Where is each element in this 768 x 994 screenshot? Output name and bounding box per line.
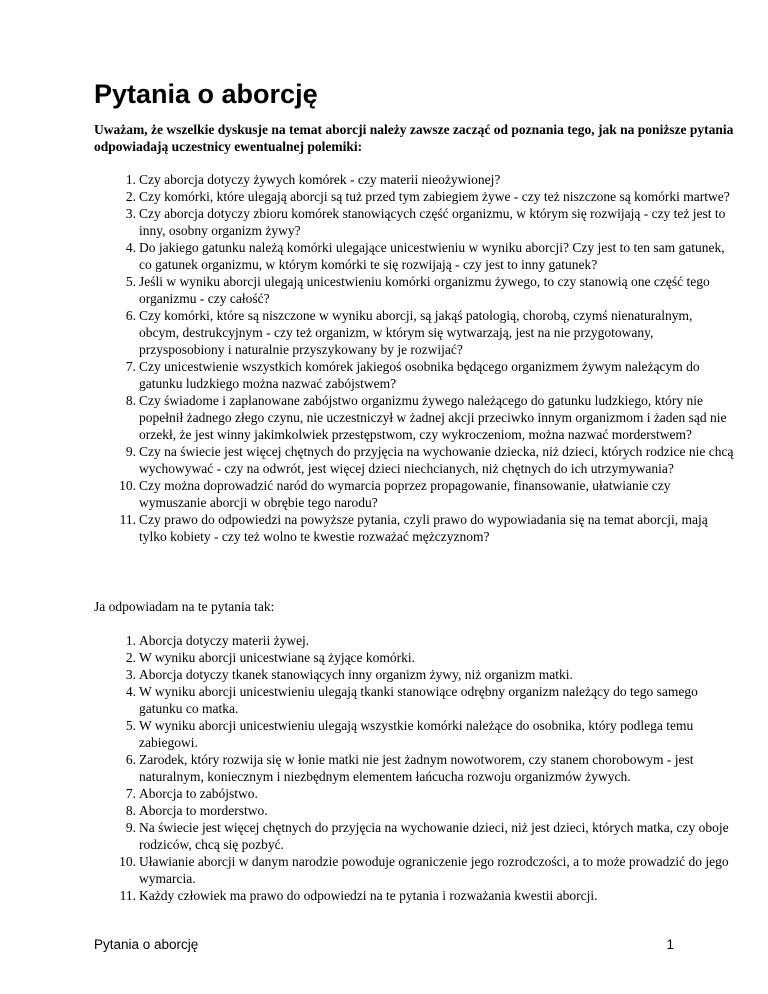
- footer-title: Pytania o aborcję: [94, 937, 199, 952]
- answer-item: [94, 853, 734, 887]
- list-item-number: 5.: [125, 718, 136, 733]
- answer-item: [94, 802, 734, 819]
- intro-paragraph: Uważam, że wszelkie dyskusje na temat aborcji należy zawsze zacząć od poznania tego, jak na poniższe pytania odpowiadają uczestnicy ewentualnej polemiki:: [94, 122, 734, 154]
- list-item-text: Aborcja to zabójstwo.: [139, 786, 258, 801]
- list-item-number: 1.: [125, 633, 136, 648]
- list-item-text: Uławianie aborcji w danym narodzie powoduje ograniczenie jego rozrodczości, a to może prowadzić do jego wymarcia.: [139, 854, 729, 886]
- answer-item: [94, 683, 734, 717]
- list-item-text: Czy komórki, które ulegają aborcji są tuż przed tym zabiegiem żywe - czy też niszczone są komórki martwe?: [139, 189, 730, 204]
- list-item-number: 4.: [125, 240, 136, 255]
- list-item-number: 9.: [125, 820, 136, 835]
- question-item: [94, 443, 734, 477]
- answer-item: [94, 819, 734, 853]
- answer-item: [94, 649, 734, 666]
- list-item-number: 9.: [125, 444, 136, 459]
- list-item-number: 4.: [125, 684, 136, 699]
- list-item-number: 3.: [125, 206, 136, 221]
- list-item-text: Czy aborcja dotyczy żywych komórek - czy materii nieożywionej?: [139, 172, 501, 187]
- list-item-text: W wyniku aborcji unicestwiane są żyjące komórki.: [139, 650, 416, 665]
- questions-list: [94, 171, 734, 545]
- list-item-number: 3.: [125, 667, 136, 682]
- question-item: [94, 511, 734, 545]
- list-item-text: Czy można doprowadzić naród do wymarcia poprzez propagowanie, finansowanie, ułatwianie czy wymuszanie aborcji w obrębie tego narodu?: [139, 478, 671, 510]
- list-item-text: Czy aborcja dotyczy zbioru komórek stanowiących część organizmu, w którym się rozwijają - czy też jest to inny, osobny organizm żywy?: [139, 206, 726, 238]
- list-item-text: W wyniku aborcji unicestwieniu ulegają tkanki stanowiące odrębny organizm należący do tego samego gatunku co matka.: [139, 684, 698, 716]
- answers-intro: Ja odpowiadam na te pytania tak:: [94, 599, 275, 614]
- list-item-number: 10.: [119, 478, 136, 493]
- answer-item: [94, 751, 734, 785]
- list-item-number: 2.: [125, 189, 136, 204]
- list-item-number: 7.: [125, 786, 136, 801]
- question-item: [94, 205, 734, 239]
- list-item-text: Każdy człowiek ma prawo do odpowiedzi na te pytania i rozważania kwestii aborcji.: [139, 888, 598, 903]
- list-item-number: 11.: [119, 512, 136, 527]
- list-item-text: W wyniku aborcji unicestwieniu ulegają wszystkie komórki należące do osobnika, który podlega temu zabiegowi.: [139, 718, 694, 750]
- list-item-text: Na świecie jest więcej chętnych do przyjęcia na wychowanie dzieci, niż jest dzieci, których matka, czy oboje rodziców, chcą się pozbyć.: [139, 820, 729, 852]
- list-item-text: Aborcja dotyczy tkanek stanowiących inny organizm żywy, niż organizm matki.: [139, 667, 573, 682]
- list-item-text: Czy prawo do odpowiedzi na powyższe pytania, czyli prawo do wypowiadania się na temat aborcji, mają tylko kobiety - czy też wolno te kwestie rozważać mężczyznom?: [139, 512, 708, 544]
- list-item-number: 8.: [125, 803, 136, 818]
- answer-item: [94, 717, 734, 751]
- list-item-text: Jeśli w wyniku aborcji ulegają unicestwieniu komórki organizmu żywego, to czy stanowią one część tego organizmu - czy całość?: [139, 274, 710, 306]
- question-item: [94, 188, 734, 205]
- list-item-text: Do jakiego gatunku należą komórki ulegające unicestwieniu w wyniku aborcji? Czy jest to ten sam gatunek, co gatunek organizmu, w którym komórki te się rozwijają - czy jest to inny gatunek?: [139, 240, 725, 272]
- answer-item: [94, 785, 734, 802]
- list-item-number: 10.: [119, 854, 136, 869]
- list-item-text: Aborcja dotyczy materii żywej.: [139, 633, 310, 648]
- list-item-number: 8.: [125, 393, 136, 408]
- question-item: [94, 392, 734, 443]
- list-item-number: 11.: [119, 888, 136, 903]
- answer-item: [94, 632, 734, 649]
- list-item-number: 6.: [125, 308, 136, 323]
- question-item: [94, 477, 734, 511]
- question-item: [94, 273, 734, 307]
- page-number: 1: [666, 937, 674, 952]
- list-item-text: Czy na świecie jest więcej chętnych do przyjęcia na wychowanie dziecka, niż dzieci, których rodzice nie chcą wychowywać - czy na odwrót, jest więcej dzieci niechcianych, niż chętnych do ich utrzymywania?: [139, 444, 734, 476]
- answer-item: [94, 887, 734, 904]
- question-item: [94, 171, 734, 188]
- list-item-number: 6.: [125, 752, 136, 767]
- list-item-number: 5.: [125, 274, 136, 289]
- list-item-text: Czy świadome i zaplanowane zabójstwo organizmu żywego należącego do gatunku ludzkiego, który nie popełnił żadnego złego czynu, nie uczestniczył w żadnej akcji przeciwko innym organizmom i żaden sąd nie orzekł, że jest winny jakimkolwiek przestępstwom, czy wykroczeniom, można nazwać morderstwem?: [139, 393, 727, 442]
- question-item: [94, 239, 734, 273]
- question-item: [94, 307, 734, 358]
- question-item: [94, 358, 734, 392]
- list-item-text: Aborcja to morderstwo.: [139, 803, 268, 818]
- list-item-text: Czy komórki, które są niszczone w wyniku aborcji, są jakąś patologią, chorobą, czymś nienaturalnym, obcym, destrukcyjnym - czy też organizm, w którym się wytwarzają, jest na nie przygotowany, przysposobiony i naturalnie przyszykowany by je rozwijać?: [139, 308, 693, 357]
- list-item-text: Czy unicestwienie wszystkich komórek jakiegoś osobnika będącego organizmem żywym należącym do gatunku ludzkiego można nazwać zabójstwem?: [139, 359, 700, 391]
- page-title: Pytania o aborcję: [94, 79, 318, 109]
- answers-list: [94, 632, 734, 904]
- list-item-number: 2.: [125, 650, 136, 665]
- list-item-number: 1.: [125, 172, 136, 187]
- list-item-text: Zarodek, który rozwija się w łonie matki nie jest żadnym nowotworem, czy stanem chorobowym - jest naturalnym, koniecznym i niezbędnym elementem łańcucha rozwoju organizmów żywych.: [139, 752, 694, 784]
- answer-item: [94, 666, 734, 683]
- list-item-number: 7.: [125, 359, 136, 374]
